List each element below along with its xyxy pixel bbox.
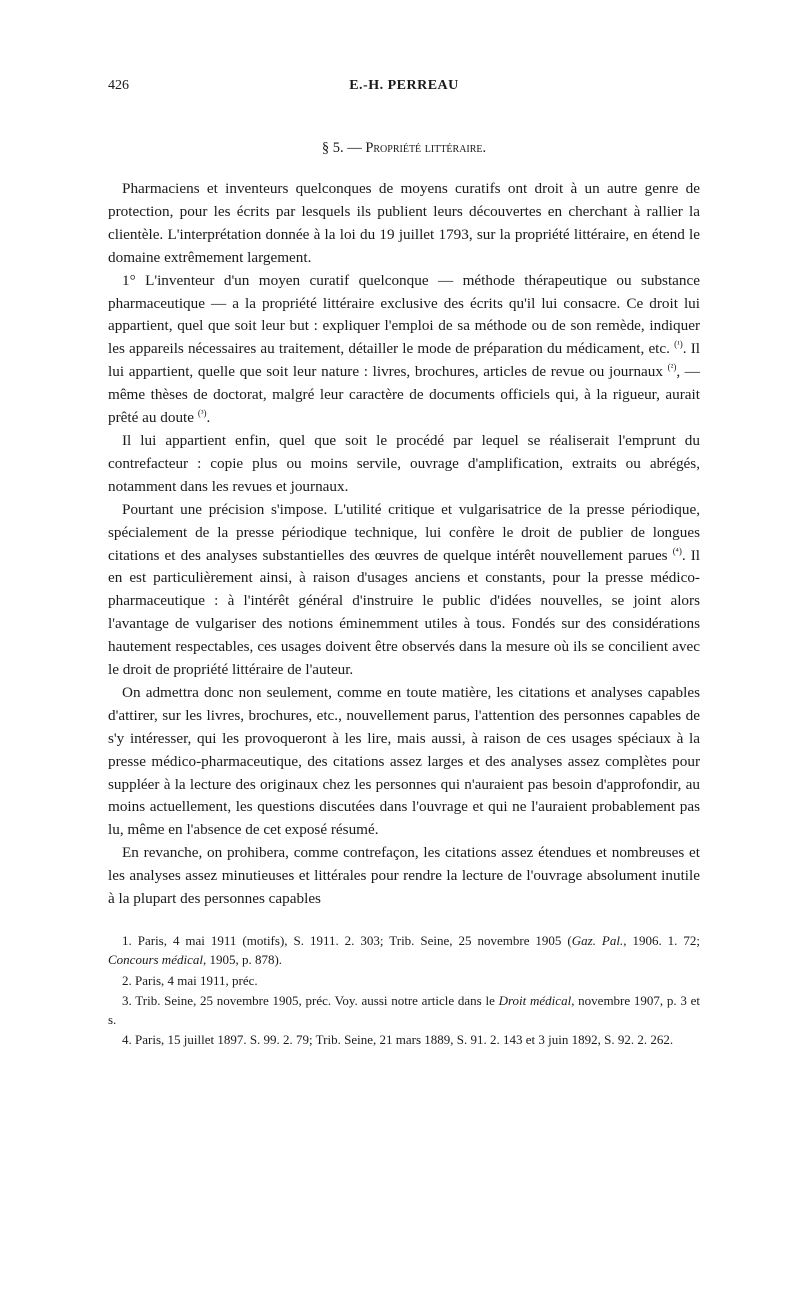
footnote: 2. Paris, 4 mai 1911, préc. [122, 972, 258, 988]
section-title: Propriété littéraire. [365, 140, 487, 156]
paragraph: Pourtant une précision s'impose. L'utilité critique et vulgarisatrice de la presse périodique, spécialement de la presse périodique technique, lui confère le droit de publier de longues citations et des analyses substantielles des œuvres de quelque intérêt nouvellement parues $^{(^4)}$. Il en est particulièrement ainsi, à raison d'usages anciens et constants, pour la presse médico-pharmaceutique : à l'intérêt général d'instruire le public d'idées nouvelles, se joint alors l'avantage de vulgariser des notions éminemment utiles à tous. Fondés sur des considérations hautement respectables, ces usages doivent être observés dans la mesure où ils se concilient avec le droit de propriété littéraire de l'auteur. [108, 500, 700, 679]
footnote: 1. Paris, 4 mai 1911 (motifs), S. 1911. 2. 303; Trib. Seine, 25 novembre 1905 (Gaz. Pal., 1906. 1. 72; Concours médical, 1905, p. 878). [108, 933, 701, 968]
running-title: E.-H. PERREAU [349, 78, 459, 93]
footnote: 4. Paris, 15 juillet 1897. S. 99. 2. 79; Trib. Seine, 21 mars 1889, S. 91. 2. 143 et 3 juin 1892, S. 92. 2. 262. [122, 1032, 674, 1048]
page-number: 426 [108, 78, 129, 93]
paragraph: Pharmaciens et inventeurs quelconques de moyens curatifs ont droit à un autre genre de protection, pour les écrits par lesquels ils publient leurs découvertes en cherchant à rallier la clientèle. L'interprétation donnée à la loi du 19 juillet 1793, sur la propriété littéraire, en étend le domaine extrêmement largement. [108, 180, 700, 266]
book-page [108, 78, 700, 1051]
footnote-ref: (⁴) [672, 545, 682, 556]
footnote-ref: (²) [667, 362, 677, 373]
paragraph: Il lui appartient enfin, quel que soit le procédé par lequel se réaliserait l'emprunt du contrefacteur : copie plus ou moins servile, ouvrage d'amplification, extraits ou abrégés, notamment dans les revues et journaux. [108, 431, 700, 495]
footnotes [108, 931, 700, 1050]
footnote: 3. Trib. Seine, 25 novembre 1905, préc. Voy. aussi notre article dans le Droit médical, novembre 1907, p. 3 et s. [108, 992, 701, 1028]
section-number: § 5. — [321, 140, 362, 156]
paragraph: On admettra donc non seulement, comme en toute matière, les citations et analyses capables d'attirer, sur les livres, brochures, etc., nouvellement parus, l'attention des personnes capables de s'y intéresser, qui les provoqueront à les lire, mais aussi, à raison de ces usages spéciaux à la presse médico-pharmaceutique, des citations assez larges et des analyses assez complètes pour suppléer à la lecture des originaux chez les personnes qui n'auraient pas besoin d'approfondir, au moins actuellement, les questions discutées dans l'ouvrage et qui ne l'auraient probablement pas lu, même en l'absence de cet exposé résumé. [108, 683, 700, 839]
section-heading [108, 140, 700, 157]
running-head [108, 78, 700, 102]
paragraph: En revanche, on prohibera, comme contrefaçon, les citations assez étendues et nombreuses et les analyses assez minutieuses et littérales pour rendre la lecture de l'ouvrage absolument inutile à la plupart des personnes capables [108, 844, 700, 908]
footnote-ref: (¹) [674, 339, 683, 350]
body-text [108, 178, 700, 911]
paragraph: 1° L'inventeur d'un moyen curatif quelconque — méthode thérapeutique ou substance pharmaceutique — a la propriété littéraire exclusive des écrits qu'il lui consacre. Ce droit lui appartient, quel que soit leur but : expliquer l'emploi de sa méthode ou de son remède, indiquer les appareils nécessaires au traitement, détailler le mode de préparation du médicament, etc. $^{(^1)}$. Il lui appartient, quelle que soit leur nature : livres, brochures, articles de revue ou journaux $^{(^2)}$, — même thèses de doctorat, malgré leur caractère de documents officiels qui, à la rigueur, aurait prêté au doute $^{(^3)}$. [108, 271, 701, 427]
footnote-ref: (³) [197, 408, 207, 418]
